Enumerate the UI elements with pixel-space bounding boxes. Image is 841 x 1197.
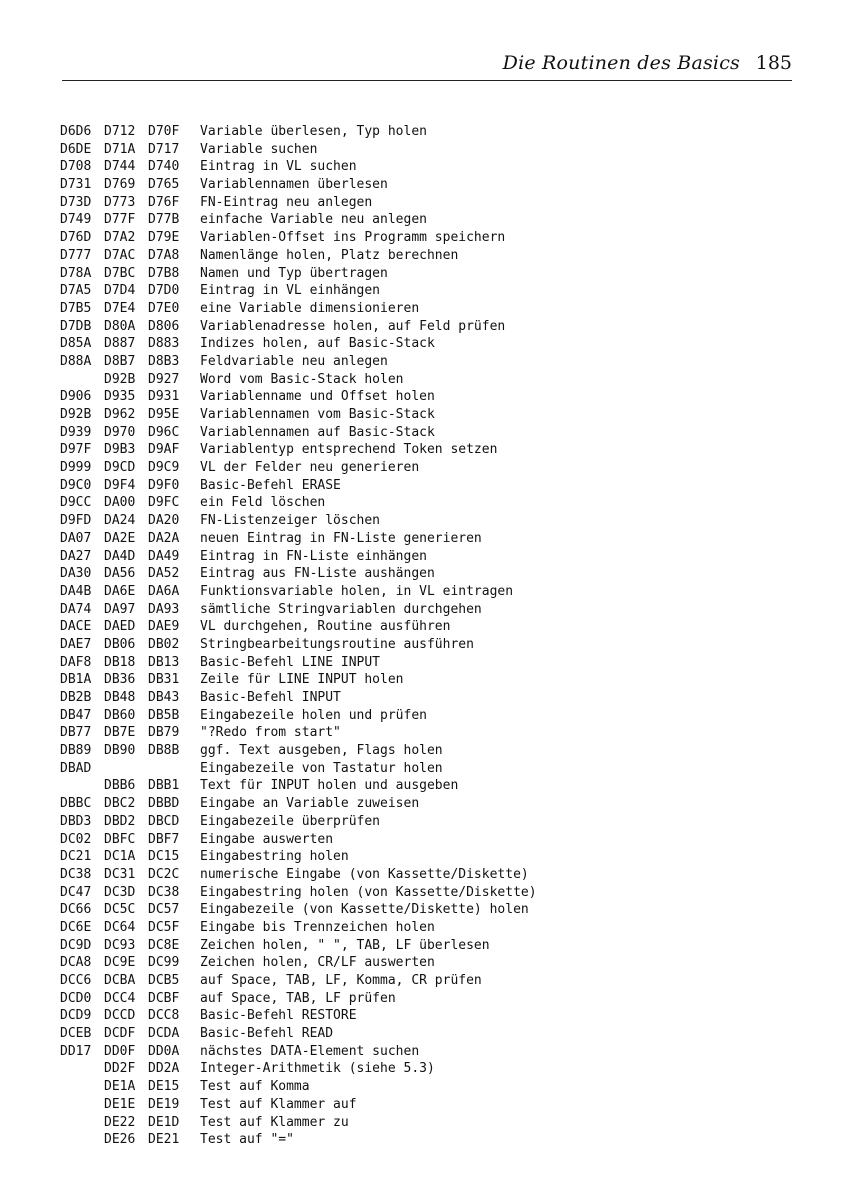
address-col-3: DA93 [148, 601, 180, 617]
address-col-2: D887 [104, 336, 136, 352]
address-col-1: DA27 [60, 548, 92, 564]
routine-description: Variable suchen [200, 141, 318, 157]
address-col-2: D80A [104, 318, 136, 334]
routine-description: "?Redo from start" [200, 725, 341, 741]
address-col-2: D970 [104, 424, 136, 440]
address-col-3: D7B8 [148, 265, 180, 281]
address-col-2: DE26 [104, 1132, 136, 1148]
routine-description: Eingabe an Variable zuweisen [200, 796, 420, 812]
routine-description: eine Variable dimensionieren [200, 300, 420, 316]
address-col-1: D9C0 [60, 477, 92, 493]
address-col-3: D9C9 [148, 460, 180, 476]
address-col-2: D8B7 [104, 353, 136, 369]
address-col-2: D7D4 [104, 283, 136, 299]
address-col-3: DA2A [148, 530, 180, 546]
address-col-3: DCB5 [148, 973, 180, 988]
routine-description: Eingabestring holen (von Kassette/Diskette) [200, 884, 537, 900]
address-col-3: DD2A [148, 1061, 180, 1077]
address-col-1: DB47 [60, 707, 92, 723]
address-col-2: DB48 [104, 690, 136, 705]
address-col-3: D927 [148, 371, 180, 387]
address-col-3: D77B [148, 212, 180, 228]
address-col-1: DCC6 [60, 973, 92, 988]
routine-description: Word vom Basic-Stack holen [200, 371, 404, 387]
address-col-3: DC99 [148, 955, 180, 971]
address-col-1: D73D [60, 194, 92, 210]
page-header [62, 50, 792, 81]
address-col-1: DC66 [60, 902, 92, 918]
address-col-2: DB06 [104, 636, 136, 652]
address-col-2: DC64 [104, 919, 136, 935]
address-col-3: DCBF [148, 990, 180, 1006]
address-col-1: DAE7 [60, 636, 92, 652]
address-col-1: DBBC [60, 796, 92, 812]
address-col-2: DBD2 [104, 813, 136, 829]
address-col-1: DA4B [60, 583, 92, 599]
address-col-2: DB90 [104, 743, 136, 759]
address-col-3: D9F0 [148, 477, 180, 493]
address-col-1: D708 [60, 159, 92, 175]
address-col-1: DB77 [60, 725, 92, 741]
routine-description: Variable überlesen, Typ holen [200, 124, 427, 139]
address-col-1: DC02 [60, 831, 92, 847]
routine-description: ein Feld löschen [200, 495, 326, 511]
page-number: 185 [755, 52, 792, 74]
address-col-2: DA6E [104, 583, 136, 599]
address-col-2: D71A [104, 141, 136, 157]
address-col-1: D97F [60, 442, 92, 458]
address-col-3: DBB1 [148, 778, 180, 794]
address-col-2: DBB6 [104, 778, 136, 794]
address-col-2: DCDF [104, 1026, 136, 1042]
routine-description: Variablennamen vom Basic-Stack [200, 407, 435, 422]
address-col-2: D769 [104, 177, 136, 193]
address-col-1: D777 [60, 247, 92, 263]
address-col-1: D7DB [60, 318, 92, 334]
routine-description: Variablenadresse holen, auf Feld prüfen [200, 318, 506, 334]
address-col-2: DA4D [104, 548, 136, 564]
routine-description: auf Space, TAB, LF, Komma, CR prüfen [200, 973, 482, 988]
address-col-3: DBCD [148, 813, 180, 829]
address-col-3: D9FC [148, 495, 180, 511]
address-col-3: DC2C [148, 866, 180, 882]
address-col-3: DA6A [148, 583, 180, 599]
address-col-2: D773 [104, 194, 136, 210]
address-col-3: DB43 [148, 690, 180, 705]
routine-description: Eintrag in VL suchen [200, 159, 357, 175]
routine-description: Basic-Befehl RESTORE [200, 1008, 357, 1024]
address-col-2: D92B [104, 371, 136, 387]
address-col-1: D6DE [60, 141, 92, 157]
address-col-1: DB2B [60, 690, 92, 705]
routine-description: Eintrag in VL einhängen [200, 283, 381, 299]
address-col-3: DCDA [148, 1026, 180, 1042]
address-col-3: D7A8 [148, 247, 180, 263]
routine-description: Basic-Befehl READ [200, 1026, 334, 1042]
routine-description: Eingabezeile von Tastatur holen [200, 760, 443, 776]
address-col-2: DC5C [104, 902, 136, 918]
routine-description: Namenlänge holen, Platz berechnen [200, 247, 459, 263]
address-col-2: DCBA [104, 973, 136, 988]
address-col-2: DD0F [104, 1043, 136, 1059]
routine-description: Variablenname und Offset holen [200, 389, 435, 405]
address-col-3: D70F [148, 124, 180, 139]
address-col-1: D76D [60, 230, 92, 246]
address-col-1: DC38 [60, 866, 92, 882]
routine-description: Eingabestring holen [200, 849, 349, 865]
address-col-3: D8B3 [148, 353, 180, 369]
address-col-1: D9FD [60, 513, 92, 529]
address-col-2: D9CD [104, 460, 136, 476]
address-col-3: D765 [148, 177, 180, 193]
routine-description: Integer-Arithmetik (siehe 5.3) [200, 1061, 435, 1077]
address-col-3: DA20 [148, 513, 180, 529]
address-col-1: DBAD [60, 760, 92, 776]
address-col-1: DACE [60, 619, 92, 635]
routine-description: Test auf "=" [200, 1132, 294, 1148]
routine-description: sämtliche Stringvariablen durchgehen [200, 601, 482, 617]
address-col-1: DBD3 [60, 813, 92, 829]
routine-description: Eingabezeile (von Kassette/Diskette) holen [200, 902, 529, 918]
routine-description: Funktionsvariable holen, in VL eintragen [200, 583, 514, 599]
address-col-2: D7BC [104, 265, 136, 281]
routine-description: Eintrag in FN-Liste einhängen [200, 548, 427, 564]
routine-description: Indizes holen, auf Basic-Stack [200, 336, 435, 352]
routine-description: Zeichen holen, " ", TAB, LF überlesen [200, 937, 490, 953]
address-col-3: DB02 [148, 636, 180, 652]
address-col-3: DE15 [148, 1079, 180, 1095]
address-col-2: D7AC [104, 247, 136, 263]
address-col-3: D7D0 [148, 283, 180, 299]
address-col-2: DA00 [104, 495, 136, 511]
address-col-2: DBC2 [104, 796, 136, 812]
routine-description: Test auf Komma [200, 1079, 310, 1095]
address-col-2: D9F4 [104, 477, 136, 493]
address-col-3: D76F [148, 194, 180, 210]
address-col-3: D740 [148, 159, 180, 175]
address-col-3: D7E0 [148, 300, 180, 316]
address-col-3: DB79 [148, 725, 180, 741]
address-col-1: DA07 [60, 530, 92, 546]
address-col-3: DE21 [148, 1132, 180, 1148]
address-col-1: DCD0 [60, 990, 92, 1006]
address-col-3: DBBD [148, 796, 180, 812]
routine-description: Eintrag aus FN-Liste aushängen [200, 566, 435, 582]
address-col-3: DC8E [148, 937, 180, 953]
address-col-2: D7A2 [104, 230, 136, 246]
address-col-2: DC93 [104, 937, 136, 953]
routine-description: FN-Listenzeiger löschen [200, 513, 381, 529]
address-col-3: DCC8 [148, 1008, 180, 1024]
address-col-1: DAF8 [60, 654, 92, 670]
address-col-2: DA97 [104, 601, 136, 617]
routine-description: Eingabezeile überprüfen [200, 813, 381, 829]
address-col-1: DD17 [60, 1043, 92, 1059]
address-col-2: DB36 [104, 672, 136, 688]
address-col-3: DB13 [148, 654, 180, 670]
address-col-3: DB8B [148, 743, 180, 759]
address-col-3: D717 [148, 141, 180, 157]
routine-description: neuen Eintrag in FN-Liste generieren [200, 530, 482, 546]
address-col-3: DA52 [148, 566, 180, 582]
address-col-2: DE1A [104, 1079, 136, 1095]
address-col-2: D77F [104, 212, 136, 228]
routine-description: FN-Eintrag neu anlegen [200, 194, 373, 210]
address-col-2: DAED [104, 619, 136, 635]
routine-description: Stringbearbeitungsroutine ausführen [200, 636, 474, 652]
address-col-1: D6D6 [60, 124, 92, 139]
routine-description: Eingabe auswerten [200, 831, 334, 847]
address-col-2: DA2E [104, 530, 136, 546]
address-col-2: DC9E [104, 955, 136, 971]
address-col-1: D9CC [60, 495, 92, 511]
address-col-2: DCCD [104, 1008, 136, 1024]
address-col-3: DD0A [148, 1043, 180, 1059]
address-col-2: DBFC [104, 831, 136, 847]
routine-description: Test auf Klammer zu [200, 1114, 349, 1130]
routine-description: Variablentyp entsprechend Token setzen [200, 442, 498, 458]
address-col-1: DCA8 [60, 955, 92, 971]
address-col-1: D906 [60, 389, 92, 405]
address-col-3: D79E [148, 230, 180, 246]
routine-description: VL durchgehen, Routine ausführen [200, 619, 451, 635]
address-col-1: D7B5 [60, 300, 92, 316]
routine-description: Eingabe bis Trennzeichen holen [200, 919, 435, 935]
routine-description: Zeichen holen, CR/LF auswerten [200, 955, 435, 971]
address-col-3: DC38 [148, 884, 180, 900]
address-col-2: DC31 [104, 866, 136, 882]
address-col-1: DC47 [60, 884, 92, 900]
routine-description: nächstes DATA-Element suchen [200, 1043, 420, 1059]
address-col-2: DB7E [104, 725, 136, 741]
address-col-2: DB60 [104, 707, 136, 723]
address-col-3: DC5F [148, 919, 180, 935]
address-col-2: D7E4 [104, 300, 136, 316]
address-col-1: D88A [60, 353, 92, 369]
address-col-1: D731 [60, 177, 92, 193]
routine-description: Eingabezeile holen und prüfen [200, 707, 427, 723]
address-col-3: DB5B [148, 707, 180, 723]
routine-description: Basic-Befehl INPUT [200, 690, 341, 705]
address-col-3: DAE9 [148, 619, 180, 635]
address-col-2: D9B3 [104, 442, 136, 458]
address-col-3: D9AF [148, 442, 180, 458]
address-col-2: DE1E [104, 1096, 136, 1112]
routine-description: Test auf Klammer auf [200, 1096, 357, 1112]
address-col-3: DC15 [148, 849, 180, 865]
address-col-3: DBF7 [148, 831, 180, 847]
routine-description: Zeile für LINE INPUT holen [200, 672, 404, 688]
routine-description: Basic-Befehl ERASE [200, 477, 341, 493]
routine-description: numerische Eingabe (von Kassette/Diskette) [200, 866, 529, 882]
address-col-2: DC3D [104, 884, 136, 900]
address-col-3: DE19 [148, 1096, 180, 1112]
address-col-2: DB18 [104, 654, 136, 670]
routine-description: ggf. Text ausgeben, Flags holen [200, 743, 443, 759]
routine-description: VL der Felder neu generieren [200, 460, 420, 476]
address-col-1: D78A [60, 265, 92, 281]
address-col-3: DE1D [148, 1114, 180, 1130]
address-col-3: D883 [148, 336, 180, 352]
address-col-3: D96C [148, 424, 180, 440]
address-col-1: DB1A [60, 672, 92, 688]
address-col-3: D931 [148, 389, 180, 405]
routine-description: auf Space, TAB, LF prüfen [200, 990, 396, 1006]
address-col-2: DC1A [104, 849, 136, 865]
address-col-1: D999 [60, 460, 92, 476]
address-col-2: D744 [104, 159, 136, 175]
routine-description: Namen und Typ übertragen [200, 265, 388, 281]
address-col-3: D95E [148, 407, 180, 422]
address-col-2: D712 [104, 124, 136, 139]
address-col-1: DCD9 [60, 1008, 92, 1024]
address-col-2: DE22 [104, 1114, 136, 1130]
address-col-1: DC9D [60, 937, 92, 953]
address-col-1: DA30 [60, 566, 92, 582]
address-col-1: D7A5 [60, 283, 92, 299]
address-col-1: D749 [60, 212, 92, 228]
address-col-3: DC57 [148, 902, 180, 918]
address-col-1: D85A [60, 336, 92, 352]
address-col-1: DB89 [60, 743, 92, 759]
address-col-1: DA74 [60, 601, 92, 617]
address-col-1: DC6E [60, 919, 92, 935]
running-head-title: Die Routinen des Basics [502, 52, 740, 74]
routine-description: Variablennamen überlesen [200, 177, 388, 193]
routine-description: Feldvariable neu anlegen [200, 353, 388, 369]
routine-description: Variablennamen auf Basic-Stack [200, 424, 435, 440]
address-col-1: D92B [60, 407, 92, 422]
address-col-3: D806 [148, 318, 180, 334]
address-col-2: D935 [104, 389, 136, 405]
address-col-1: D939 [60, 424, 92, 440]
routine-description: einfache Variable neu anlegen [200, 212, 427, 228]
address-col-1: DCEB [60, 1026, 92, 1042]
address-col-2: D962 [104, 407, 136, 422]
routine-description: Basic-Befehl LINE INPUT [200, 654, 381, 670]
address-col-1: DC21 [60, 849, 92, 865]
routine-description: Variablen-Offset ins Programm speichern [200, 230, 506, 246]
address-col-2: DD2F [104, 1061, 136, 1077]
routine-description: Text für INPUT holen und ausgeben [200, 778, 459, 794]
address-col-3: DA49 [148, 548, 180, 564]
address-col-3: DB31 [148, 672, 180, 688]
address-col-2: DA24 [104, 513, 136, 529]
address-col-2: DA56 [104, 566, 136, 582]
address-col-2: DCC4 [104, 990, 136, 1006]
